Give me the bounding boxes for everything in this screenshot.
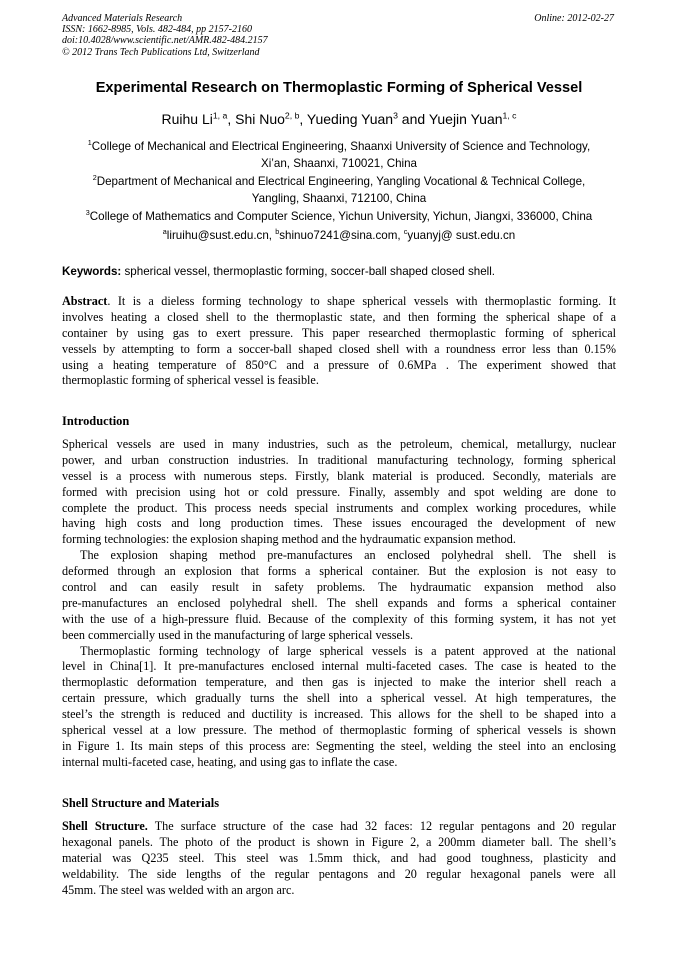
abstract [62,294,616,389]
text-line: vessel is a process with numerous steps. Firstly, blank material is produced. Secondly, materials are [62,468,616,483]
affiliation-3 [40,208,638,225]
text-line: The explosion shaping method pre-manufactures an enclosed polyhedral shell. The shell is [80,548,616,563]
paper-title: Experimental Research on Thermoplastic Forming of Spherical Vessel [95,80,583,96]
author-sup: 1, c [502,110,517,121]
text-line: container by using gas to exert pressure. This paper researched thermoplastic forming of spherical [62,325,616,340]
text-line: using a heating temperature of 850°C and a pressure of 0.6MPa . The experiment showed that [62,357,616,372]
text-line: power, and urban construction industries. In traditional manufacturing technology, forming spherical [62,452,616,467]
author-name: Ruihu Li [161,111,213,127]
author-separator: , [299,111,307,127]
email-link[interactable]: liruihu@sust.edu.cn, [166,229,276,242]
text-line: forming technologies: the explosion shaping method and the hydraumatic expansion method. [62,532,516,547]
text-line: . It is a dieless forming technology to shape spherical vessels with thermoplastic forming. It [107,294,616,308]
author-name: Shi Nuo [235,111,285,127]
email-link[interactable]: shinuo7241@sina.com, [279,229,404,242]
keywords [62,265,495,278]
text-line: Thermoplastic forming technology of large spherical vessels is a patent approved at the national [80,643,616,658]
text-line: weldability. The side lengths of the regular pentagons and 20 regular hexagonal panels were all [62,866,616,881]
text-line: The surface structure of the case had 32 faces: 12 regular pentagons and 20 regular [147,819,617,833]
text-line: involves heating a closed shell to the thermoplastic state, and then forming the spherical shape of a [62,309,616,324]
author-sup: 1, a [212,110,228,121]
text-line: vessels by attempting to form a soccer-ball shaped closed shell with a roundness error less than 0.15% [62,341,616,356]
text-line: spherical vessel at a low pressure. The method of thermoplastic forming of spherical vessels is shown [62,723,616,738]
text-line: Spherical vessels are used in many industries, such as the petroleum, chemical, metallurgy, nuclear [62,437,616,451]
doi-line: doi:10.4028/www.scientific.net/AMR.482-484.2157 [62,35,268,47]
email-link[interactable]: yuanyj@ sust.edu.cn [407,229,516,242]
text-line: been commercially used in the manufacturing of large spherical vessels. [62,627,414,642]
email-sup: a [162,227,167,237]
affiliation-line: Yangling, Shaanxi, 712100, China [251,192,427,205]
text-line: material was Q235 steel. This steel was 1.5mm thick, and had good toughness, plasticity and [62,850,616,865]
author-sup: 3 [393,110,398,121]
journal-name: Advanced Materials Research [62,13,183,24]
text-line: hexagonal panels. The photo of the product is shown in Figure 2, a 200mm diameter ball. The shell’s [62,834,616,849]
text-line: steel’s the strength is reduced and ductility is increased. This allows for the shell to be shaped into a [62,707,616,722]
affiliation-line: Xi’an, Shaanxi, 710021, China [261,157,417,170]
introduction-paragraph-1 [62,437,616,771]
affiliation-line: Department of Mechanical and Electrical Engineering, Yangling Vocational & Technical College, [96,175,586,188]
author-separator: and [397,111,429,127]
text-line: control and can easily result in safety problems. The hydraumatic expansion method also [62,580,616,595]
affiliation-number: 2 [92,173,97,183]
issn-line: ISSN: 1662-8985, Vols. 482-484, pp 2157-2160 [62,24,252,36]
affiliation-line: College of Mechanical and Electrical Engineering, Shaanxi University of Science and Technology, [91,140,591,153]
copyright-line: © 2012 Trans Tech Publications Ltd, Switzerland [62,46,260,58]
section-heading-shell-structure: Shell Structure and Materials [62,796,220,810]
keywords-label: Keywords: [62,265,122,278]
text-line: thermoplastic forming of spherical vessel is feasible. [62,373,319,388]
text-line: deformed through an explosion that forms a spherical container. But the explosion is not easy to [62,564,616,579]
section-heading-introduction: Introduction [62,414,130,428]
abstract-label: Abstract [62,294,108,308]
author-list [40,111,638,127]
online-date: Online: 2012-02-27 [534,13,614,24]
shell-structure-paragraph [62,819,616,898]
text-line: formed with precision using hot or cold pressure. Finally, assembly and spot welding are done to [62,484,616,499]
affiliation-number: 1 [87,138,92,148]
author-emails [40,229,638,242]
shell-structure-label: Shell Structure. [62,819,148,833]
affiliation-2 [58,173,620,207]
journal-header [62,13,268,58]
text-line: with the use of a high-pressure fluid. Because of the complexity of this forming system, it has not yet [62,611,616,626]
text-line: complete the product. This process needs special instruments and complex working procedures, while [62,500,616,515]
text-line: 45mm. The steel was welded with an argon arc. [62,882,295,897]
text-line: internal multi-faceted case, heating, and using gas to inflate the case. [62,754,398,769]
text-line: pre-manufactures an enclosed polyhedral shell. The shell expands and forms a spherical container [62,595,616,610]
text-line: thermoplastic deformation temperature, and then gas is injected to make the interior shell reach a [62,675,616,690]
text-line: having high costs and long production times. These issues encouraged the development of new [62,516,616,531]
keywords-text: spherical vessel, thermoplastic forming, soccer-ball shaped closed shell. [121,265,496,278]
affiliation-1 [58,138,620,172]
author-separator: , [227,111,236,127]
text-line: level in China[1]. It pre-manufactures enclosed internal multi-faceted cases. The case is heated to the [62,659,616,674]
text-line: in Figure 1. Its main steps of this process are: Segmenting the steel, welding the steel into an enclosing [62,738,616,753]
author-name: Yueding Yuan [306,111,394,127]
author-sup: 2, b [284,110,300,121]
affiliation-number: 3 [85,208,90,218]
affiliation-line: College of Mathematics and Computer Science, Yichun University, Yichun, Jiangxi, 336000, China [89,210,593,223]
email-sup: b [275,227,280,237]
author-name: Yuejin Yuan [428,111,503,127]
text-line: certain pressure, which gradually turns the shell into a spherical vessel. At high temperatures, the [62,691,616,706]
email-sup: c [403,227,408,237]
